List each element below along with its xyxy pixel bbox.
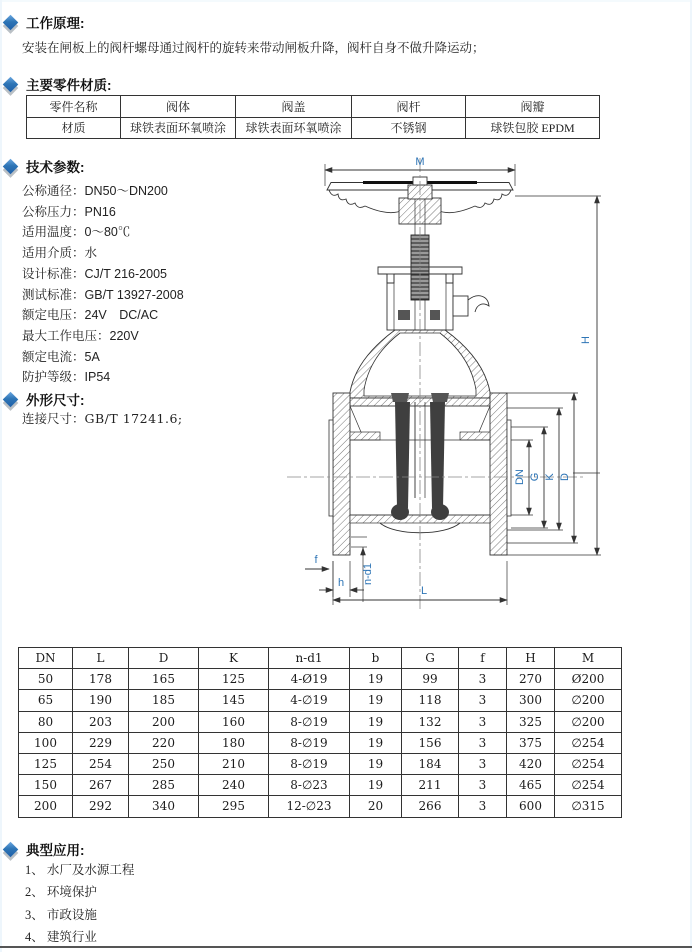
dimensions-table-cell: ∅254 (555, 753, 622, 774)
dimensions-table-cell: 184 (402, 753, 459, 774)
dim-label-M: M (415, 156, 425, 168)
materials-table-cell: 阀盖 (236, 96, 352, 118)
dimensions-table-cell: 145 (199, 690, 269, 711)
dimensions-table-cell: 600 (507, 796, 555, 817)
tech-param-label: 最大工作电压： (22, 328, 110, 343)
dimensions-table-cell: 270 (507, 669, 555, 690)
dimensions-table-cell: 340 (129, 796, 199, 817)
dimensions-table-cell: 132 (402, 711, 459, 732)
tech-param-line (22, 202, 184, 223)
dimensions-table-cell: 160 (199, 711, 269, 732)
tech-param-value: DN50～DN200 (84, 184, 168, 198)
dimensions-table-header-cell: H (507, 648, 555, 669)
bottom-rule (0, 946, 692, 948)
dimensions-table-cell: 210 (199, 753, 269, 774)
tech-param-line (22, 243, 184, 264)
dimensions-table-cell: 250 (129, 753, 199, 774)
materials-table-cell: 材质 (27, 117, 121, 139)
dimensions-table-cell: 180 (199, 732, 269, 753)
tech-param-label: 设计标准： (22, 266, 85, 281)
dimensions-table-header-cell: n-d1 (269, 648, 350, 669)
dimensions-table-row (19, 775, 622, 796)
dimensions-table-cell: 19 (350, 732, 402, 753)
tech-param-line (22, 305, 184, 326)
dimensions-table-cell: 20 (350, 796, 402, 817)
dimensions-table-cell: 19 (350, 753, 402, 774)
dimensions-table-cell: 325 (507, 711, 555, 732)
dimensions-table-header-cell: f (459, 648, 507, 669)
materials-table-row (27, 117, 600, 139)
dimensions-table-cell: 65 (19, 690, 73, 711)
section-heading-materials (5, 74, 112, 94)
dim-label-D: D (559, 473, 571, 481)
gate-valve-cross-section-drawing (283, 150, 623, 625)
dimensions-table-cell: 266 (402, 796, 459, 817)
dimensions-table-cell: 295 (199, 796, 269, 817)
tech-param-line (22, 347, 184, 368)
dimensions-table-cell: 203 (73, 711, 129, 732)
section-title: 外形尺寸: (26, 393, 85, 408)
tech-param-line (22, 367, 184, 388)
tech-param-value: 水 (84, 246, 98, 261)
dimensions-table-cell: 3 (459, 711, 507, 732)
tech-param-label: 适用温度： (22, 225, 85, 240)
tech-param-value: 5A (84, 349, 100, 364)
dim-label-DN: DN (514, 469, 526, 485)
dimensions-table-cell: 3 (459, 796, 507, 817)
dimensions-table-cell: 229 (73, 732, 129, 753)
dimensions-table-row (19, 732, 622, 753)
tech-param-line (22, 264, 184, 285)
dimensions-table-cell: 254 (73, 753, 129, 774)
dimensions-table-header-cell: K (199, 648, 269, 669)
tech-param-value: IP54 (84, 370, 111, 385)
tech-param-line (22, 181, 184, 202)
dim-label-H: H (580, 336, 592, 344)
dim-label-K: K (544, 473, 556, 481)
section-heading-tech-params (5, 156, 85, 176)
dimensions-table-cell: 3 (459, 690, 507, 711)
page-edge-left (0, 0, 2, 952)
tech-param-value: PN16 (84, 204, 116, 219)
materials-table-cell: 不锈钢 (352, 117, 466, 139)
dimensions-table-cell: 240 (199, 775, 269, 796)
dimensions-table-row (19, 753, 622, 774)
diamond-bullet-icon (3, 76, 19, 92)
section-title: 技术参数: (26, 160, 85, 175)
dim-label-n-d1: n-d1 (362, 562, 374, 586)
diamond-bullet-icon (3, 391, 19, 407)
dimensions-table-cell: 118 (402, 690, 459, 711)
dimensions-table-cell: 165 (129, 669, 199, 690)
tech-param-value: GB/T 13927-2008 (84, 287, 184, 302)
dim-label-h: h (337, 577, 345, 589)
tech-param-value: CJ/T 216-2005 (84, 266, 167, 281)
dimensions-table-cell: 3 (459, 753, 507, 774)
tech-param-label: 防护等级： (22, 370, 85, 385)
page-edge-top (0, 0, 692, 2)
section-heading-working-principle (5, 12, 85, 32)
connection-size-value: GB/T 17241.6; (84, 411, 183, 426)
dimensions-table-cell: 80 (19, 711, 73, 732)
dimensions-table-cell: 100 (19, 732, 73, 753)
dimensions-table-cell: Ø200 (555, 669, 622, 690)
dimensions-table-cell: 156 (402, 732, 459, 753)
dimensions-table-cell: 285 (129, 775, 199, 796)
dimensions-table-cell: 19 (350, 711, 402, 732)
section-title: 工作原理: (26, 16, 85, 31)
dimensions-table-row (19, 690, 622, 711)
dim-label-f: f (314, 554, 318, 566)
dimensions-table-row (19, 669, 622, 690)
dimensions-table-cell: 8-∅19 (269, 732, 350, 753)
section-heading-applications (5, 839, 85, 859)
dimensions-table-cell: 19 (350, 690, 402, 711)
tech-param-label: 适用介质： (22, 246, 85, 261)
tech-param-line (22, 326, 184, 347)
dim-label-L: L (420, 585, 428, 597)
tech-param-label: 额定电流： (22, 349, 85, 364)
dimensions-table-cell: 19 (350, 775, 402, 796)
tech-param-label: 公称通径： (22, 184, 85, 198)
dimensions-table-cell: ∅200 (555, 711, 622, 732)
working-principle-text: 安装在闸板上的阀杆螺母通过阀杆的旋转来带动闸板升降，阀杆自身不做升降运动； (22, 41, 485, 55)
dimensions-table-header-cell: M (555, 648, 622, 669)
dimensions-table-cell: 99 (402, 669, 459, 690)
dimensions-table-cell: 185 (129, 690, 199, 711)
section-title: 典型应用: (26, 843, 85, 858)
dimensions-table-cell: 178 (73, 669, 129, 690)
tech-param-label: 额定电压： (22, 308, 85, 323)
diamond-bullet-icon (3, 14, 19, 30)
dimensions-table-cell: 50 (19, 669, 73, 690)
diamond-bullet-icon (3, 158, 19, 174)
application-item: 2、 环境保护 (25, 885, 97, 900)
materials-table-cell: 阀体 (121, 96, 236, 118)
materials-table-cell: 球铁表面环氧喷涂 (121, 117, 236, 139)
tech-param-value: 24V DC/AC (84, 308, 159, 323)
dimensions-table-header-cell: L (73, 648, 129, 669)
dimensions-table-cell: 300 (507, 690, 555, 711)
dimensions-table-cell: 200 (19, 796, 73, 817)
materials-table (26, 95, 600, 139)
dimensions-table-cell: 19 (350, 669, 402, 690)
tech-param-line (22, 285, 184, 306)
dimensions-table (18, 647, 622, 818)
connection-size-line (22, 409, 183, 427)
materials-table-row (27, 96, 600, 118)
dimensions-table-cell: 190 (73, 690, 129, 711)
tech-param-label: 测试标准： (22, 287, 85, 302)
dimensions-table-cell: 375 (507, 732, 555, 753)
dimensions-table-cell: 200 (129, 711, 199, 732)
dimensions-table-cell: 4-∅19 (269, 690, 350, 711)
materials-table-cell: 球铁表面环氧喷涂 (236, 117, 352, 139)
dimensions-table-header-cell: DN (19, 648, 73, 669)
materials-table-cell: 球铁包胶 EPDM (466, 117, 600, 139)
valve-body-group (287, 158, 583, 612)
application-item: 1、 水厂及水源工程 (25, 863, 135, 877)
dimensions-table-cell: 267 (73, 775, 129, 796)
dimensions-table-cell: 12-∅23 (269, 796, 350, 817)
dimensions-table-cell: 125 (199, 669, 269, 690)
dimensions-table-cell: 150 (19, 775, 73, 796)
tech-param-line (22, 222, 184, 243)
application-item: 4、 建筑行业 (25, 929, 97, 944)
dimensions-table-row (19, 711, 622, 732)
dimensions-table-cell: 420 (507, 753, 555, 774)
dimensions-table-cell: 292 (73, 796, 129, 817)
dimensions-table-cell: 3 (459, 732, 507, 753)
applications-list (25, 859, 134, 948)
dimensions-table-cell: ∅315 (555, 796, 622, 817)
dimensions-table-cell: 211 (402, 775, 459, 796)
tech-params-list (22, 181, 184, 388)
dimensions-table-header-cell: b (350, 648, 402, 669)
materials-table-cell: 零件名称 (27, 96, 121, 118)
section-heading-dimensions (5, 389, 85, 409)
dimensions-table-cell: 4-Ø19 (269, 669, 350, 690)
dim-label-G: G (529, 472, 541, 482)
tech-param-label: 公称压力： (22, 204, 85, 219)
dimensions-table-cell: ∅200 (555, 690, 622, 711)
dimensions-table-cell: 465 (507, 775, 555, 796)
tech-param-value: 220V (109, 328, 139, 343)
dimensions-table-cell: ∅254 (555, 775, 622, 796)
dimensions-table-cell: 3 (459, 775, 507, 796)
application-item: 3、 市政设施 (25, 907, 97, 922)
dimensions-table-header-cell: D (129, 648, 199, 669)
dimensions-table-cell: ∅254 (555, 732, 622, 753)
dimensions-table-cell: 8-∅19 (269, 753, 350, 774)
diamond-bullet-icon (3, 841, 19, 857)
dimensions-table-cell: 3 (459, 669, 507, 690)
dimensions-table-cell: 8-∅19 (269, 711, 350, 732)
section-title: 主要零件材质: (26, 78, 112, 93)
materials-table-cell: 阀瓣 (466, 96, 600, 118)
dimensions-table-cell: 125 (19, 753, 73, 774)
dimensions-table-header-cell: G (402, 648, 459, 669)
dimensions-table-header-row (19, 648, 622, 669)
dimensions-table-row (19, 796, 622, 817)
dimensions-table-cell: 220 (129, 732, 199, 753)
tech-param-value: 0～80℃ (84, 225, 131, 240)
dimensions-table-cell: 8-∅23 (269, 775, 350, 796)
materials-table-cell: 阀杆 (352, 96, 466, 118)
connection-size-label: 连接尺寸： (22, 412, 85, 426)
